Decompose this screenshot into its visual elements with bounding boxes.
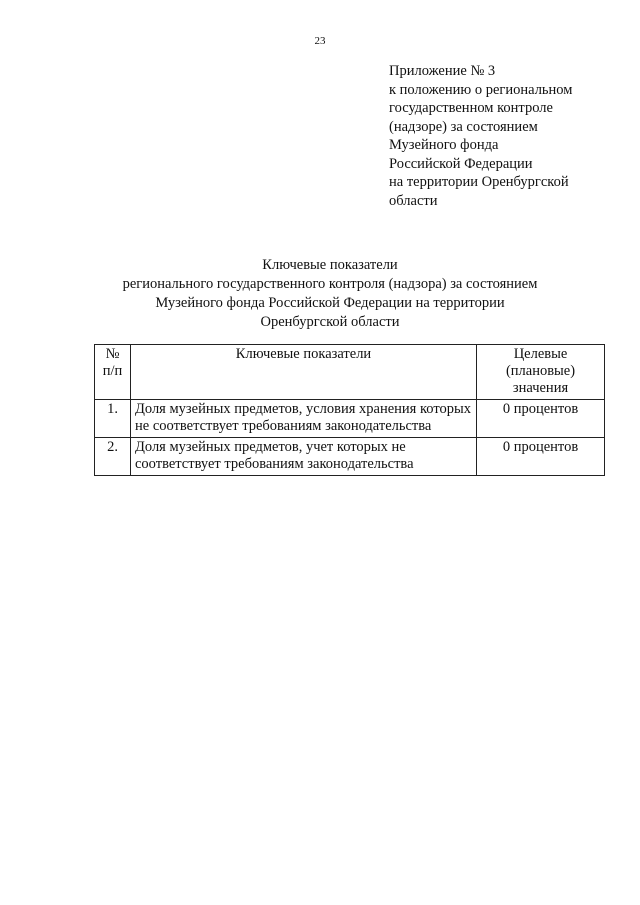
- document-title: [60, 256, 600, 332]
- title-line: Оренбургской области: [260, 314, 400, 330]
- appendix-line: области: [389, 192, 438, 209]
- title-line: Ключевые показатели: [262, 257, 398, 273]
- header-target-value: Целевые (плановые) значения: [477, 345, 605, 400]
- appendix-line: Российской Федерации: [389, 155, 533, 172]
- page-number: 23: [314, 35, 326, 47]
- header-indicator: Ключевые показатели: [131, 345, 477, 400]
- row-number: 2.: [95, 438, 131, 476]
- table-row: [95, 400, 605, 438]
- appendix-line: Музейного фонда: [389, 137, 499, 153]
- title-line: Музейного фонда Российской Федерации на территории: [155, 295, 505, 311]
- appendix-line: (надзоре) за состоянием: [389, 118, 538, 135]
- row-target-value: 0 процентов: [477, 400, 605, 438]
- row-indicator: Доля музейных предметов, учет которых не соответствует требованиям законодательства: [131, 438, 477, 476]
- appendix-note: [389, 62, 629, 210]
- appendix-line: государственном контроле: [389, 100, 553, 116]
- table-row: [95, 438, 605, 476]
- appendix-line: к положению о региональном: [389, 81, 573, 98]
- row-number: 1.: [95, 400, 131, 438]
- indicators-table: [94, 344, 605, 476]
- row-target-value: 0 процентов: [477, 438, 605, 476]
- header-number: № п/п: [95, 345, 131, 400]
- row-indicator: Доля музейных предметов, условия хранения которых не соответствует требованиям законодательства: [131, 400, 477, 438]
- appendix-line: на территории Оренбургской: [389, 174, 569, 190]
- title-line: регионального государственного контроля (надзора) за состоянием: [122, 276, 538, 292]
- appendix-line: Приложение № 3: [389, 63, 496, 79]
- table-header-row: [95, 345, 605, 400]
